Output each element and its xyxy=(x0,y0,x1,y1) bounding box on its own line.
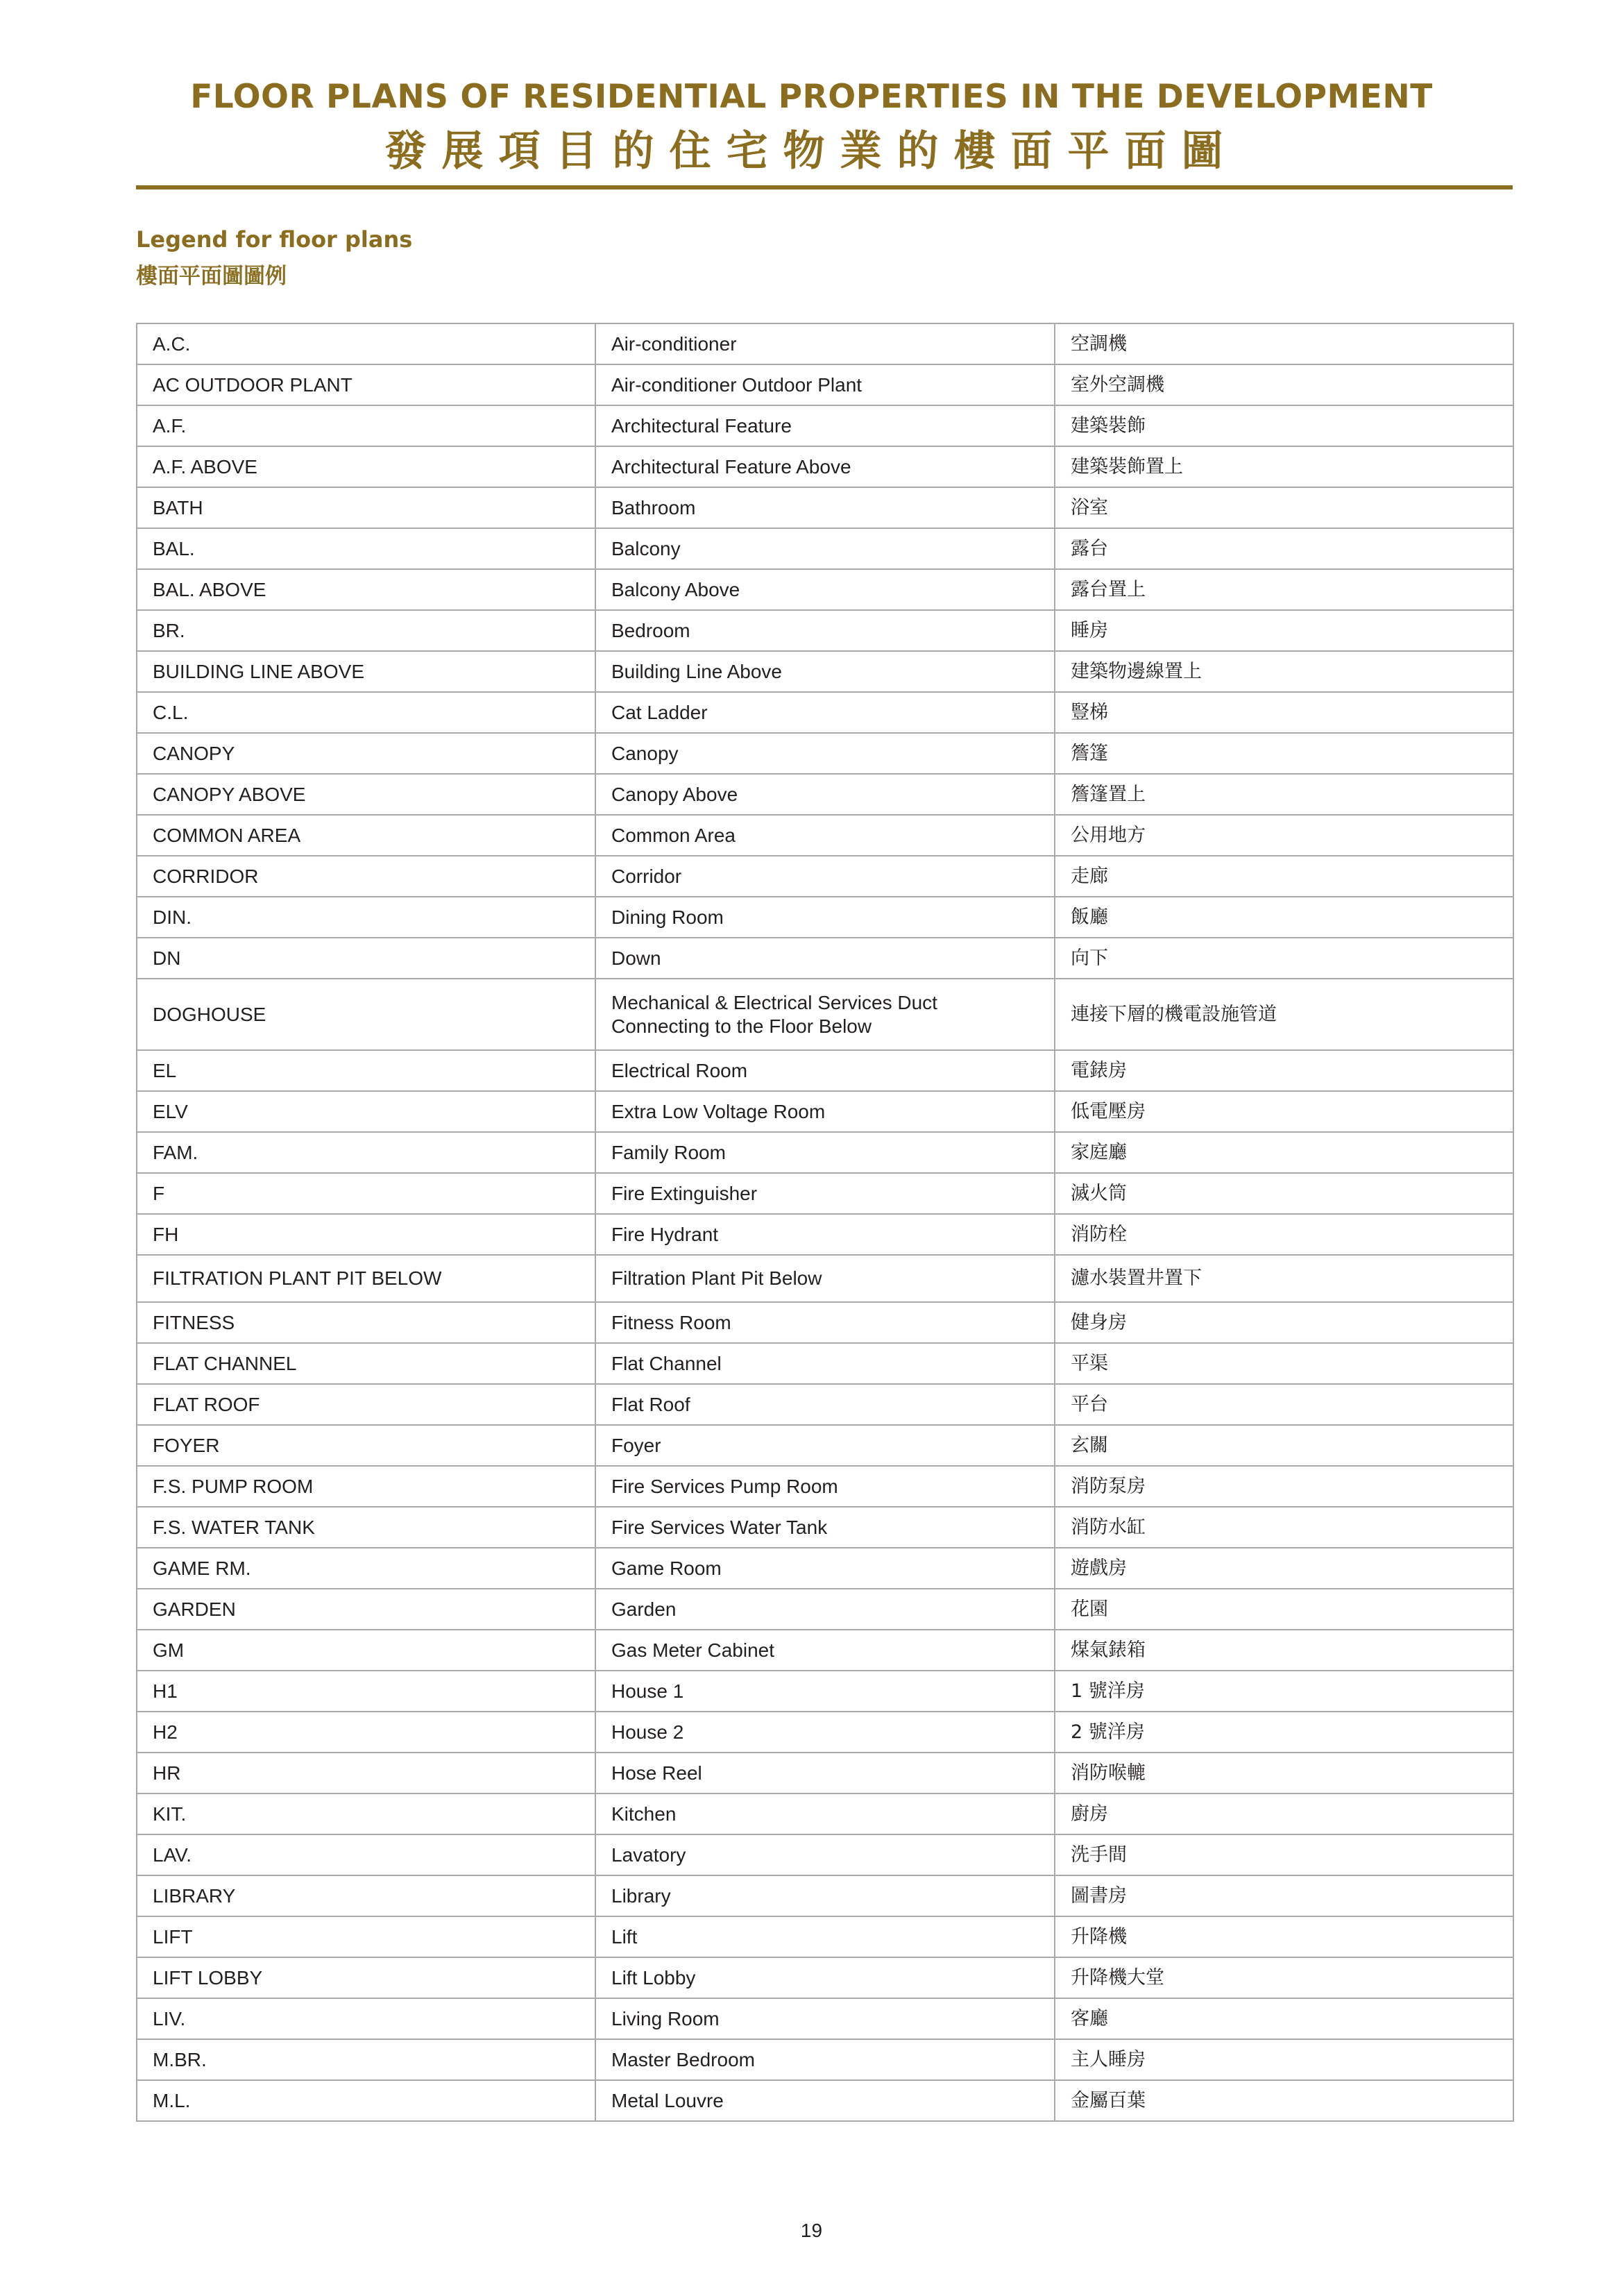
table-row xyxy=(137,1753,1513,1793)
chinese-meaning-cell: 家庭廳 xyxy=(1055,1132,1513,1173)
abbreviation-cell: GM xyxy=(137,1630,595,1671)
chinese-meaning-cell: 消防栓 xyxy=(1055,1214,1513,1255)
chinese-meaning-cell: 1 號洋房 xyxy=(1055,1671,1513,1712)
abbreviation-cell: F.S. WATER TANK xyxy=(137,1507,595,1548)
abbreviation-cell: M.L. xyxy=(137,2080,595,2121)
english-meaning-cell: Lavatory xyxy=(595,1834,1055,1875)
english-meaning-cell: Corridor xyxy=(595,856,1055,897)
chinese-meaning-cell: 建築裝飾置上 xyxy=(1055,446,1513,487)
english-meaning-cell: Down xyxy=(595,938,1055,979)
english-meaning-cell: Flat Channel xyxy=(595,1343,1055,1384)
english-meaning-cell: Fitness Room xyxy=(595,1302,1055,1343)
table-row xyxy=(137,733,1513,774)
chinese-meaning-cell: 浴室 xyxy=(1055,487,1513,528)
abbreviation-cell: FLAT ROOF xyxy=(137,1384,595,1425)
legend-table xyxy=(136,323,1514,2122)
abbreviation-cell: LIBRARY xyxy=(137,1875,595,1916)
table-row xyxy=(137,1957,1513,1998)
abbreviation-cell: LIV. xyxy=(137,1998,595,2039)
table-row xyxy=(137,1302,1513,1343)
chinese-meaning-cell: 消防水缸 xyxy=(1055,1507,1513,1548)
english-meaning-cell: Metal Louvre xyxy=(595,2080,1055,2121)
abbreviation-cell: EL xyxy=(137,1050,595,1091)
chinese-meaning-cell: 走廊 xyxy=(1055,856,1513,897)
english-meaning-cell: Library xyxy=(595,1875,1055,1916)
table-row xyxy=(137,487,1513,528)
chinese-meaning-cell: 洗手間 xyxy=(1055,1834,1513,1875)
abbreviation-cell: BAL. ABOVE xyxy=(137,569,595,610)
abbreviation-cell: FITNESS xyxy=(137,1302,595,1343)
table-row xyxy=(137,1712,1513,1753)
chinese-meaning-cell: 金屬百葉 xyxy=(1055,2080,1513,2121)
abbreviation-cell: FOYER xyxy=(137,1425,595,1466)
english-meaning-cell: Balcony Above xyxy=(595,569,1055,610)
chinese-meaning-cell: 空調機 xyxy=(1055,323,1513,364)
abbreviation-cell: FAM. xyxy=(137,1132,595,1173)
table-row xyxy=(137,856,1513,897)
abbreviation-cell: C.L. xyxy=(137,692,595,733)
english-meaning-cell: Air-conditioner xyxy=(595,323,1055,364)
english-meaning-cell: Lift xyxy=(595,1916,1055,1957)
english-meaning-cell: Kitchen xyxy=(595,1793,1055,1834)
chinese-meaning-cell: 低電壓房 xyxy=(1055,1091,1513,1132)
abbreviation-cell: GAME RM. xyxy=(137,1548,595,1589)
chinese-meaning-cell: 煤氣錶箱 xyxy=(1055,1630,1513,1671)
english-meaning-cell: Garden xyxy=(595,1589,1055,1630)
abbreviation-cell: BAL. xyxy=(137,528,595,569)
abbreviation-cell: A.C. xyxy=(137,323,595,364)
english-meaning-cell: Bedroom xyxy=(595,610,1055,651)
table-row xyxy=(137,979,1513,1050)
english-meaning-cell: Architectural Feature Above xyxy=(595,446,1055,487)
english-meaning-cell: Fire Services Water Tank xyxy=(595,1507,1055,1548)
table-row xyxy=(137,938,1513,979)
english-meaning-cell: Lift Lobby xyxy=(595,1957,1055,1998)
chinese-meaning-cell: 公用地方 xyxy=(1055,815,1513,856)
table-row xyxy=(137,1589,1513,1630)
chinese-meaning-cell: 平台 xyxy=(1055,1384,1513,1425)
chinese-meaning-cell: 簷篷 xyxy=(1055,733,1513,774)
english-meaning-cell: Bathroom xyxy=(595,487,1055,528)
legend-table-body xyxy=(137,323,1513,2121)
table-row xyxy=(137,1466,1513,1507)
abbreviation-cell: FLAT CHANNEL xyxy=(137,1343,595,1384)
english-meaning-cell: Extra Low Voltage Room xyxy=(595,1091,1055,1132)
english-meaning-cell: Dining Room xyxy=(595,897,1055,938)
table-row xyxy=(137,1425,1513,1466)
chinese-meaning-cell: 2 號洋房 xyxy=(1055,1712,1513,1753)
table-row xyxy=(137,1507,1513,1548)
table-row xyxy=(137,1173,1513,1214)
table-row xyxy=(137,1998,1513,2039)
chinese-meaning-cell: 豎梯 xyxy=(1055,692,1513,733)
abbreviation-cell: CANOPY xyxy=(137,733,595,774)
chinese-meaning-cell: 升降機大堂 xyxy=(1055,1957,1513,1998)
chinese-meaning-cell: 滅火筒 xyxy=(1055,1173,1513,1214)
english-meaning-cell: Fire Hydrant xyxy=(595,1214,1055,1255)
abbreviation-cell: CANOPY ABOVE xyxy=(137,774,595,815)
table-row xyxy=(137,692,1513,733)
chinese-meaning-cell: 圖書房 xyxy=(1055,1875,1513,1916)
table-row xyxy=(137,1384,1513,1425)
abbreviation-cell: DOGHOUSE xyxy=(137,979,595,1050)
table-row xyxy=(137,528,1513,569)
english-meaning-cell: Filtration Plant Pit Below xyxy=(595,1255,1055,1302)
page-title-en: FLOOR PLANS OF RESIDENTIAL PROPERTIES IN THE DEVELOPMENT xyxy=(190,78,1433,116)
abbreviation-cell: GARDEN xyxy=(137,1589,595,1630)
abbreviation-cell: FH xyxy=(137,1214,595,1255)
table-row xyxy=(137,2039,1513,2080)
table-row xyxy=(137,1214,1513,1255)
chinese-meaning-cell: 消防喉轆 xyxy=(1055,1753,1513,1793)
table-row xyxy=(137,446,1513,487)
chinese-meaning-cell: 連接下層的機電設施管道 xyxy=(1055,979,1513,1050)
abbreviation-cell: F xyxy=(137,1173,595,1214)
abbreviation-cell: ELV xyxy=(137,1091,595,1132)
english-meaning-cell: Family Room xyxy=(595,1132,1055,1173)
english-meaning-cell: Foyer xyxy=(595,1425,1055,1466)
english-meaning-cell: Gas Meter Cabinet xyxy=(595,1630,1055,1671)
english-meaning-cell: House 2 xyxy=(595,1712,1055,1753)
table-row xyxy=(137,1793,1513,1834)
chinese-meaning-cell: 平渠 xyxy=(1055,1343,1513,1384)
table-row xyxy=(137,569,1513,610)
table-row xyxy=(137,1091,1513,1132)
abbreviation-cell: CORRIDOR xyxy=(137,856,595,897)
table-row xyxy=(137,610,1513,651)
english-meaning-cell: Cat Ladder xyxy=(595,692,1055,733)
legend-heading-zh: 樓面平面圖圖例 xyxy=(136,264,287,289)
abbreviation-cell: KIT. xyxy=(137,1793,595,1834)
english-meaning-cell: Master Bedroom xyxy=(595,2039,1055,2080)
abbreviation-cell: M.BR. xyxy=(137,2039,595,2080)
title-divider xyxy=(136,185,1513,189)
table-row xyxy=(137,1050,1513,1091)
abbreviation-cell: BR. xyxy=(137,610,595,651)
english-meaning-cell: Canopy Above xyxy=(595,774,1055,815)
abbreviation-cell: LIFT xyxy=(137,1916,595,1957)
chinese-meaning-cell: 睡房 xyxy=(1055,610,1513,651)
english-meaning-cell: House 1 xyxy=(595,1671,1055,1712)
english-meaning-cell: Hose Reel xyxy=(595,1753,1055,1793)
abbreviation-cell: COMMON AREA xyxy=(137,815,595,856)
english-meaning-cell: Flat Roof xyxy=(595,1384,1055,1425)
table-row xyxy=(137,1671,1513,1712)
chinese-meaning-cell: 向下 xyxy=(1055,938,1513,979)
chinese-meaning-cell: 升降機 xyxy=(1055,1916,1513,1957)
english-meaning-cell: Canopy xyxy=(595,733,1055,774)
english-meaning-cell: Fire Services Pump Room xyxy=(595,1466,1055,1507)
table-row xyxy=(137,1834,1513,1875)
english-meaning-cell: Architectural Feature xyxy=(595,405,1055,446)
chinese-meaning-cell: 廚房 xyxy=(1055,1793,1513,1834)
chinese-meaning-cell: 飯廳 xyxy=(1055,897,1513,938)
abbreviation-cell: F.S. PUMP ROOM xyxy=(137,1466,595,1507)
abbreviation-cell: LAV. xyxy=(137,1834,595,1875)
chinese-meaning-cell: 濾水裝置井置下 xyxy=(1055,1255,1513,1302)
page-title-zh: 發展項目的住宅物業的樓面平面圖 xyxy=(384,127,1239,176)
table-row xyxy=(137,1548,1513,1589)
abbreviation-cell: DIN. xyxy=(137,897,595,938)
english-meaning-cell: Game Room xyxy=(595,1548,1055,1589)
chinese-meaning-cell: 建築裝飾 xyxy=(1055,405,1513,446)
table-row xyxy=(137,1343,1513,1384)
abbreviation-cell: BUILDING LINE ABOVE xyxy=(137,651,595,692)
chinese-meaning-cell: 露台置上 xyxy=(1055,569,1513,610)
table-row xyxy=(137,651,1513,692)
table-row xyxy=(137,1630,1513,1671)
english-meaning-cell: Mechanical & Electrical Services Duct Connecting to the Floor Below xyxy=(595,979,1055,1050)
chinese-meaning-cell: 花園 xyxy=(1055,1589,1513,1630)
table-row xyxy=(137,364,1513,405)
table-row xyxy=(137,1255,1513,1302)
abbreviation-cell: HR xyxy=(137,1753,595,1793)
chinese-meaning-cell: 建築物邊線置上 xyxy=(1055,651,1513,692)
english-meaning-cell: Electrical Room xyxy=(595,1050,1055,1091)
abbreviation-cell: DN xyxy=(137,938,595,979)
chinese-meaning-cell: 消防泵房 xyxy=(1055,1466,1513,1507)
english-meaning-cell: Living Room xyxy=(595,1998,1055,2039)
abbreviation-cell: LIFT LOBBY xyxy=(137,1957,595,1998)
english-meaning-cell: Fire Extinguisher xyxy=(595,1173,1055,1214)
abbreviation-cell: A.F. xyxy=(137,405,595,446)
chinese-meaning-cell: 遊戲房 xyxy=(1055,1548,1513,1589)
table-row xyxy=(137,815,1513,856)
abbreviation-cell: H1 xyxy=(137,1671,595,1712)
table-row xyxy=(137,774,1513,815)
english-meaning-cell: Building Line Above xyxy=(595,651,1055,692)
abbreviation-cell: FILTRATION PLANT PIT BELOW xyxy=(137,1255,595,1302)
table-row xyxy=(137,405,1513,446)
chinese-meaning-cell: 電錶房 xyxy=(1055,1050,1513,1091)
chinese-meaning-cell: 客廳 xyxy=(1055,1998,1513,2039)
chinese-meaning-cell: 簷篷置上 xyxy=(1055,774,1513,815)
chinese-meaning-cell: 露台 xyxy=(1055,528,1513,569)
chinese-meaning-cell: 室外空調機 xyxy=(1055,364,1513,405)
page-number: 19 xyxy=(800,2220,823,2241)
abbreviation-cell: H2 xyxy=(137,1712,595,1753)
table-row xyxy=(137,1916,1513,1957)
table-row xyxy=(137,897,1513,938)
abbreviation-cell: BATH xyxy=(137,487,595,528)
english-meaning-cell: Common Area xyxy=(595,815,1055,856)
abbreviation-cell: A.F. ABOVE xyxy=(137,446,595,487)
chinese-meaning-cell: 主人睡房 xyxy=(1055,2039,1513,2080)
table-row xyxy=(137,2080,1513,2121)
chinese-meaning-cell: 玄關 xyxy=(1055,1425,1513,1466)
legend-heading-en: Legend for floor plans xyxy=(136,226,413,253)
english-meaning-cell: Air-conditioner Outdoor Plant xyxy=(595,364,1055,405)
abbreviation-cell: AC OUTDOOR PLANT xyxy=(137,364,595,405)
chinese-meaning-cell: 健身房 xyxy=(1055,1302,1513,1343)
table-row xyxy=(137,1132,1513,1173)
table-row xyxy=(137,323,1513,364)
english-meaning-cell: Balcony xyxy=(595,528,1055,569)
table-row xyxy=(137,1875,1513,1916)
